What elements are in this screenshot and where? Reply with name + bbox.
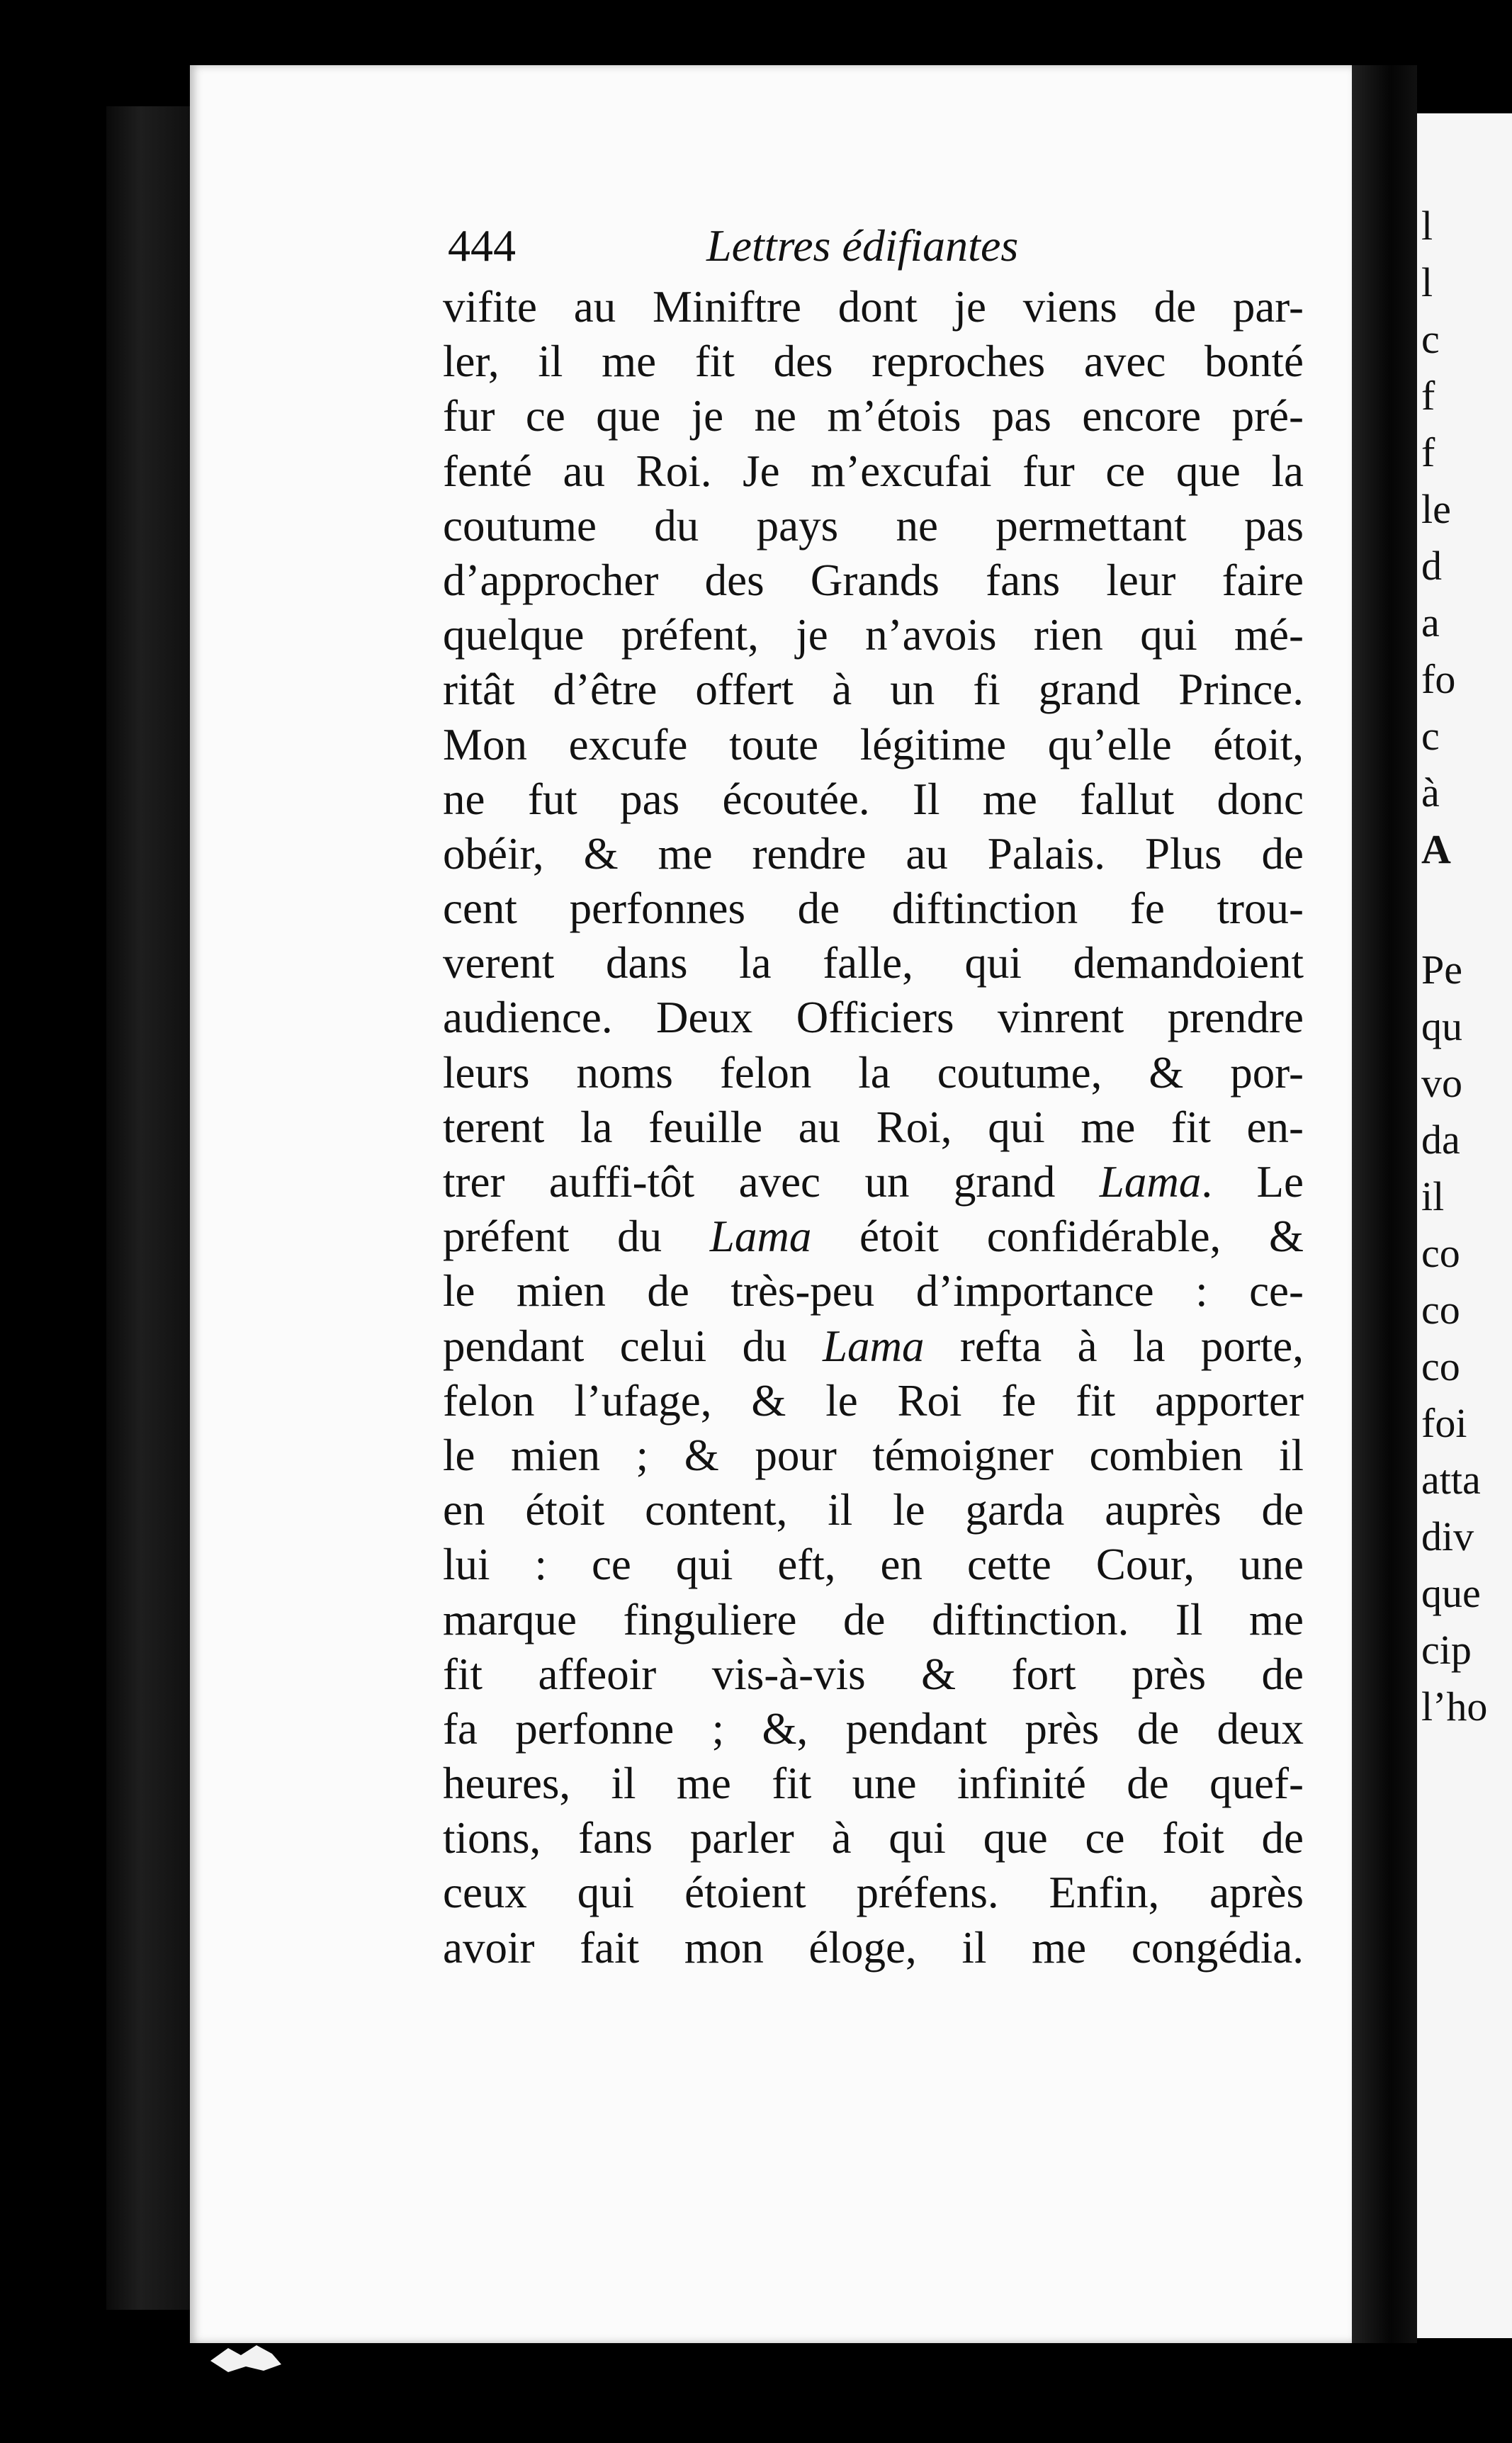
text-line: le mien de très-peu d’importance : ce-: [443, 1266, 1304, 1316]
facing-page-text-fragment: co: [1421, 1287, 1460, 1333]
facing-page-text-fragment: A: [1421, 826, 1451, 872]
text-line: vifite au Miniftre dont je viens de par-: [443, 282, 1304, 332]
facing-page-text-fragment: cip: [1421, 1627, 1472, 1673]
facing-page-text-fragment: l: [1421, 259, 1433, 305]
text-line: coutume du pays ne permettant pas: [443, 500, 1304, 551]
facing-page-text-fragment: a: [1421, 599, 1440, 645]
text-line: fit affeoir vis-à-vis & fort près de: [443, 1649, 1304, 1699]
facing-page-text-fragment: d: [1421, 543, 1442, 589]
text-line: cent perfonnes de diftinction fe trou-: [443, 884, 1304, 934]
facing-page-text-fragment: l: [1421, 203, 1433, 249]
page-gutter: [1352, 65, 1417, 2343]
facing-page-text-fragment: Pe: [1421, 947, 1462, 993]
text-line: terent la feuille au Roi, qui me fit en-: [443, 1102, 1304, 1152]
text-line: lui : ce qui eft, en cette Cour, une: [443, 1540, 1304, 1590]
text-line: préfent du Lama étoit confidérable, &: [443, 1212, 1304, 1262]
text-line: trer auffi-tôt avec un grand Lama. Le: [443, 1157, 1304, 1207]
facing-page-text-fragment: que: [1421, 1570, 1481, 1616]
facing-page-text-fragment: le: [1421, 486, 1451, 532]
text-line: pendant celui du Lama refta à la porte,: [443, 1321, 1304, 1371]
facing-page-text-fragment: c: [1421, 713, 1440, 759]
facing-page-text-fragment: vo: [1421, 1060, 1462, 1106]
facing-page-text-fragment: à: [1421, 769, 1440, 816]
facing-page-text-fragment: l’ho: [1421, 1683, 1488, 1730]
text-line: ritât d’être offert à un fi grand Prince.: [443, 665, 1304, 715]
facing-page-text-fragment: da: [1421, 1117, 1460, 1163]
book-edge: [106, 106, 191, 2310]
text-line: fa perfonne ; &, pendant près de deux: [443, 1703, 1304, 1754]
text-line: avoir fait mon éloge, il me congédia.: [443, 1922, 1304, 1973]
facing-page-fragment: [1417, 113, 1512, 2338]
facing-page-text-fragment: div: [1421, 1513, 1474, 1559]
facing-page-text-fragment: co: [1421, 1230, 1460, 1276]
text-line: Mon excufe toute légitime qu’elle étoit,: [443, 719, 1304, 769]
library-stamp-speck: [207, 2340, 285, 2375]
text-line: verent dans la falle, qui demandoient: [443, 938, 1304, 988]
text-line: fur ce que je ne m’étois pas encore pré-: [443, 391, 1304, 441]
text-line: ler, il me fit des reproches avec bonté: [443, 337, 1304, 387]
page-number: 444: [448, 220, 516, 271]
facing-page-text-fragment: qu: [1421, 1003, 1462, 1049]
text-line: heures, il me fit une infinité de quef-: [443, 1759, 1304, 1809]
text-line: marque finguliere de diftinction. Il me: [443, 1594, 1304, 1644]
text-line: obéir, & me rendre au Palais. Plus de: [443, 828, 1304, 879]
facing-page-text-fragment: co: [1421, 1343, 1460, 1389]
body-text: [443, 280, 1304, 1975]
text-line: quelque préfent, je n’avois rien qui mé-: [443, 610, 1304, 660]
text-line: ne fut pas écoutée. Il me fallut donc: [443, 774, 1304, 824]
text-line: felon l’ufage, & le Roi fe fit apporter: [443, 1375, 1304, 1426]
running-title: Lettres édifiantes: [706, 220, 1019, 271]
facing-page-text-fragment: c: [1421, 316, 1440, 362]
facing-page-text-fragment: il: [1421, 1173, 1445, 1219]
facing-page-text-fragment: foi: [1421, 1400, 1467, 1446]
text-line: tions, fans parler à qui que ce foit de: [443, 1813, 1304, 1863]
running-head: [448, 220, 1305, 276]
text-line: audience. Deux Officiers vinrent prendre: [443, 993, 1304, 1043]
text-line: fenté au Roi. Je m’excufai fur ce que la: [443, 446, 1304, 496]
facing-page-text-fragment: f: [1421, 373, 1435, 419]
facing-page-text-fragment: atta: [1421, 1457, 1481, 1503]
text-line: ceux qui étoient préfens. Enfin, après: [443, 1868, 1304, 1918]
facing-page-text-fragment: fo: [1421, 656, 1456, 702]
text-line: le mien ; & pour témoigner combien il: [443, 1430, 1304, 1480]
text-line: en étoit content, il le garda auprès de: [443, 1485, 1304, 1535]
facing-page-text-fragment: f: [1421, 429, 1435, 475]
text-line: leurs noms felon la coutume, & por-: [443, 1047, 1304, 1098]
text-line: d’approcher des Grands fans leur faire: [443, 555, 1304, 605]
